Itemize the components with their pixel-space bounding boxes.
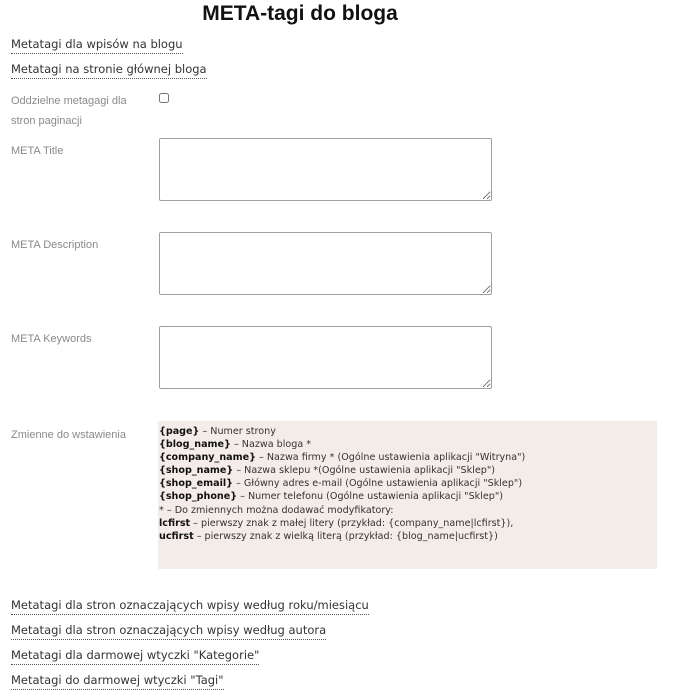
variable-key: {page} (159, 426, 200, 437)
section-link-tags-plugin[interactable]: Metatagi do darmowej wtyczki "Tagi" (11, 673, 224, 690)
variable-row (159, 490, 657, 503)
variable-desc: – Nazwa firmy * (Ogólne ustawienia aplikacji "Witryna") (255, 452, 526, 464)
section-link-author[interactable]: Metatagi dla stron oznaczających wpisy według autora (11, 623, 326, 640)
variable-row (159, 425, 657, 438)
modifier-desc: – pierwszy znak z wielką literą (przykład: {blog_name|ucfirst}) (193, 530, 498, 542)
modifiers-note: * – Do zmiennych można dodawać modyfikatory: (159, 504, 394, 516)
modifier-key: lcfirst (159, 517, 191, 529)
pagination-label-line2: stron paginacji (11, 115, 82, 127)
pagination-label-line1: Oddzielne metagagi dla (11, 95, 127, 107)
variable-key: {shop_email} (159, 478, 234, 490)
variable-key: {shop_phone} (159, 491, 238, 503)
variable-desc: – Nazwa sklepu *(Ogólne ustawienia aplikacji "Sklep") (233, 465, 496, 477)
variable-key: {shop_name} (159, 465, 234, 477)
variable-desc: – Główny adres e-mail (Ogólne ustawienia aplikacji "Sklep") (233, 478, 523, 490)
modifier-desc: – pierwszy znak z małej litery (przykład: {company_name|lcfirst}), (190, 517, 514, 529)
pagination-label (11, 91, 127, 131)
variable-row (159, 451, 657, 464)
variable-desc: – Numer telefonu (Ogólne ustawienia aplikacji "Sklep") (237, 491, 504, 503)
pagination-checkbox[interactable] (159, 93, 169, 103)
variable-row (159, 438, 657, 451)
variable-key: {company_name} (159, 452, 256, 464)
variable-row (159, 477, 657, 490)
meta-description-label: META Description (11, 239, 99, 251)
modifier-row (159, 517, 657, 530)
variables-label: Zmienne do wstawienia (11, 429, 126, 441)
variable-desc: – Numer strony (199, 426, 276, 437)
section-link-year-month[interactable]: Metatagi dla stron oznaczających wpisy według roku/miesiącu (11, 598, 369, 615)
variables-box (158, 421, 657, 569)
meta-keywords-textarea[interactable] (159, 326, 492, 389)
variable-row (159, 464, 657, 477)
page-title: META-tagi do bloga (202, 2, 398, 25)
modifier-key: ucfirst (159, 530, 194, 542)
modifier-row (159, 530, 657, 543)
variable-desc: – Nazwa bloga * (230, 439, 312, 451)
section-link-blog-posts[interactable]: Metatagi dla wpisów na blogu (11, 37, 183, 54)
section-link-categories-plugin[interactable]: Metatagi dla darmowej wtyczki "Kategorie" (11, 648, 259, 665)
meta-description-textarea[interactable] (159, 232, 492, 295)
meta-title-label: META Title (11, 145, 64, 157)
meta-keywords-label: META Keywords (11, 333, 92, 345)
meta-title-textarea[interactable] (159, 138, 492, 201)
section-link-blog-home[interactable]: Metatagi na stronie głównej bloga (11, 62, 207, 79)
variable-key: {blog_name} (159, 439, 231, 451)
